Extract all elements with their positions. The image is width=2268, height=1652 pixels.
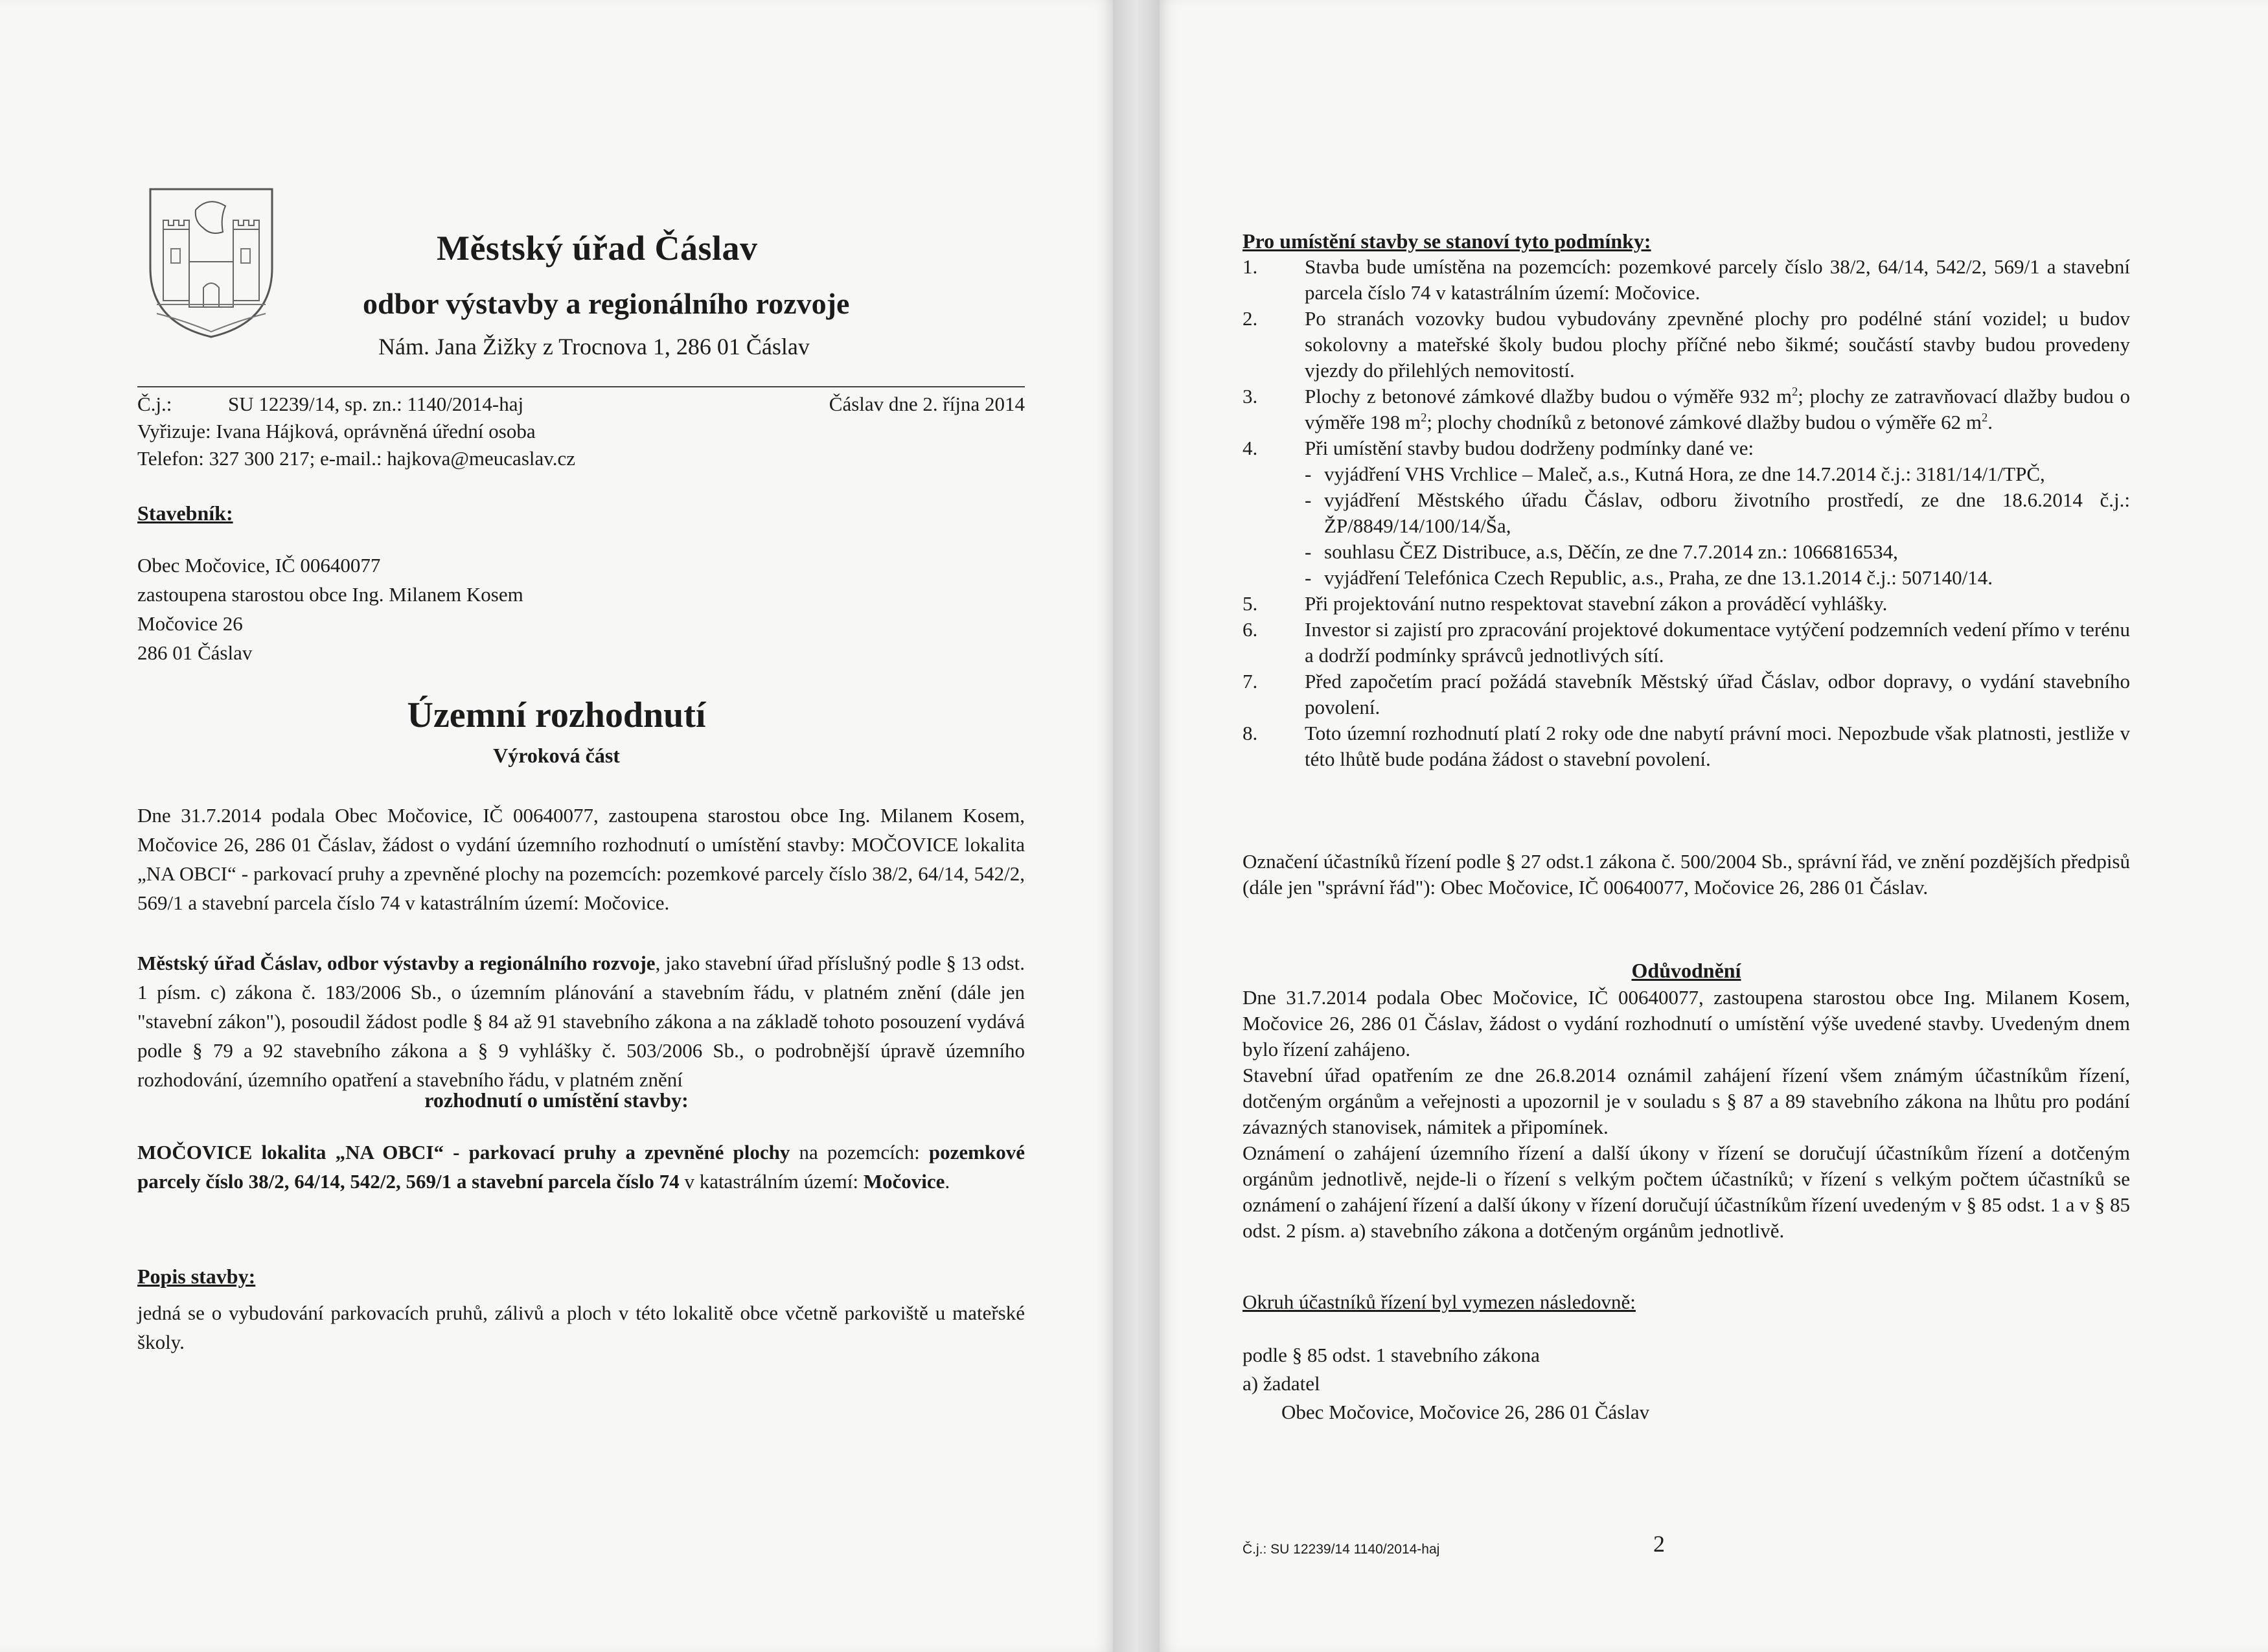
- handler-value: Ivana Hájková, oprávněná úřední osoba: [216, 420, 536, 442]
- condition-item: [1243, 384, 2130, 435]
- reasoning-heading-text: Odůvodnění: [1631, 959, 1741, 982]
- footer-reference: Č.j.: SU 12239/14 1140/2014-haj: [1243, 1542, 1440, 1557]
- builder-line: Obec Močovice, IČ 00640077: [137, 554, 381, 577]
- condition-subitem: [1243, 487, 2130, 539]
- phone-label: Telefon:: [137, 447, 204, 470]
- condition-number: 5.: [1243, 592, 1258, 615]
- builder-heading: Stavebník:: [137, 501, 233, 525]
- condition-number: 8.: [1243, 722, 1258, 744]
- builder-address: [137, 551, 523, 667]
- intro-paragraph: Dne 31.7.2014 podala Obec Močovice, IČ 00640077, zastoupena starostou obce Ing. Milanem Kosem, Močovice 26, 286 01 Čáslav, žádost o vydání územního rozhodnutí o umístění stavby: MOČOVICE lokalita „NA OBCI“ - parkovací pruhy a zpevněné plochy na pozemcích: pozemkové parcely číslo 38/2, 64/14, 542/2, 569/1 a stavební parcela číslo 74 v katastrálním území: Močovice.: [137, 804, 1025, 914]
- department-title: odbor výstavby a regionálního rozvoje: [363, 287, 850, 320]
- page-number: 2: [1653, 1531, 1665, 1557]
- condition-item: [1243, 617, 2130, 669]
- book-gutter: [1113, 0, 1160, 1652]
- description-heading: Popis stavby:: [137, 1265, 256, 1288]
- bullet-dash: -: [1305, 488, 1312, 511]
- handler-label: Vyřizuje:: [137, 420, 211, 442]
- bullet-dash: -: [1305, 540, 1312, 563]
- project-name: MOČOVICE lokalita „NA OBCI“ - parkovací pruhy a zpevněné plochy: [137, 1141, 790, 1164]
- reference-value: SU 12239/14, sp. zn.: 1140/2014-haj: [228, 393, 524, 415]
- condition-subitem: [1243, 539, 2130, 565]
- condition-subitem: [1243, 461, 2130, 487]
- condition-item: [1243, 591, 2130, 617]
- reasoning-paragraph: Dne 31.7.2014 podala Obec Močovice, IČ 00640077, zastoupena starostou obce Ing. Milanem Kosem, Močovice 26, 286 01 Čáslav, žádost o vydání rozhodnutí o umístění výše uvedené stavby. Uvedeným dnem bylo řízení zahájeno.: [1243, 986, 2130, 1061]
- decision-title: Územní rozhodnutí: [407, 695, 706, 735]
- issue-date: Čáslav dne 2. října 2014: [829, 393, 1025, 415]
- condition-text: ; plochy ze zatravňovací dlažby budou o výměře 198 m: [1305, 385, 2130, 433]
- condition-text: Plochy z betonové zámkové dlažby budou o výměře 932 m: [1305, 385, 1792, 407]
- town-coat-of-arms-icon: [144, 184, 279, 341]
- project-text: .: [945, 1170, 950, 1193]
- bullet-dash: -: [1305, 463, 1312, 485]
- condition-text: Při umístění stavby budou dodrženy podmínky dané ve:: [1305, 437, 1754, 459]
- bullet-dash: -: [1305, 566, 1312, 589]
- condition-text: Investor si zajistí pro zpracování projektové dokumentace vytýčení podzemních vedení přímo v terénu a dodrží podmínky správců jednotlivých sítí.: [1305, 618, 2130, 667]
- superscript: 2: [1791, 385, 1798, 399]
- condition-number: 1.: [1243, 255, 1258, 278]
- condition-item: [1243, 669, 2130, 720]
- condition-number: 6.: [1243, 618, 1258, 641]
- condition-number: 2.: [1243, 307, 1258, 330]
- description-text: jedná se o vybudování parkovacích pruhů, zálivů a ploch v této lokalitě obce včetně parkoviště u mateřské školy.: [137, 1302, 1025, 1353]
- conditions-section: [1243, 228, 2130, 772]
- condition-item: [1243, 254, 2130, 306]
- condition-number: 7.: [1243, 670, 1258, 693]
- condition-item: [1243, 306, 2130, 384]
- reference-label: Č.j.:: [137, 393, 172, 415]
- participants-circle-list: [1243, 1341, 2130, 1427]
- header-divider: [137, 386, 1025, 387]
- subitem-text: vyjádření Telefónica Czech Republic, a.s., Praha, ze dne 13.1.2014 č.j.: 507140/14.: [1324, 566, 1993, 589]
- project-text: na pozemcích:: [790, 1141, 929, 1164]
- condition-text: Po stranách vozovky budou vybudovány zpevněné plochy pro podélné stání vozidel; u budov sokolovny a mateřské školy budou plochy příčné nebo šikmé; součástí stavby budou provedeny vjezdy do přilehlých nemovitostí.: [1305, 307, 2130, 382]
- superscript: 2: [1981, 411, 1988, 425]
- condition-item: [1243, 435, 2130, 461]
- handler-line: [137, 420, 536, 443]
- participants-paragraph: Označení účastníků řízení podle § 27 odst.1 zákona č. 500/2004 Sb., správní řád, ve znění pozdějších předpisů (dále jen "správní řád"): Obec Močovice, IČ 00640077, Močovice 26, 286 01 Čáslav.: [1243, 850, 2130, 899]
- subitem-text: vyjádření VHS Vrchlice – Maleč, a.s., Kutná Hora, ze dne 14.7.2014 č.j.: 3181/14/1/TPČ,: [1324, 463, 2045, 485]
- reference-line: [137, 393, 523, 416]
- decision-subtitle: Výroková část: [493, 744, 620, 767]
- office-address: Nám. Jana Žižky z Trocnova 1, 286 01 Čáslav: [378, 334, 810, 360]
- condition-text: Při projektování nutno respektovat stavební zákon a prováděcí vyhlášky.: [1305, 592, 1888, 615]
- authority-paragraph: [137, 948, 1025, 1094]
- condition-text: ; plochy chodníků z betonové zámkové dlažby budou o výměře 62 m: [1426, 411, 1982, 433]
- condition-text: .: [1987, 411, 1993, 433]
- phone-line: [137, 447, 575, 470]
- reasoning-section: [1243, 985, 2130, 1244]
- condition-text: Stavba bude umístěna na pozemcích: pozemkové parcely číslo 38/2, 64/14, 542/2, 569/1 a stavební parcela číslo 74 v katastrálním území: Močovice.: [1305, 255, 2130, 304]
- reasoning-paragraph: Stavební úřad opatřením ze dne 26.8.2014 oznámil zahájení řízení všem známým účastníkům řízení, dotčeným orgánům a veřejnosti a upozornil je v souladu s § 87 a 89 stavebního zákona na lhůtu pro podání závazných stanovisek, námitek a připomínek.: [1243, 1064, 2130, 1138]
- reasoning-paragraph: Oznámení o zahájení územního řízení a další úkony v řízení se doručují účastníkům řízení a dotčeným orgánům jednotlivě, nejde-li o řízení s velkým počtem účastníků; v řízení s velkým počtem účastníků se oznámení o zahájení řízení a další úkony v řízení doručují účastníkům řízení uvedeným v § 85 odst. 1 a v § 85 odst. 2 písm. a) stavebního zákona a dotčeným orgánům jednotlivě.: [1243, 1141, 2130, 1242]
- circle-line: podle § 85 odst. 1 stavebního zákona: [1243, 1344, 1540, 1366]
- office-title: Městský úřad Čáslav: [437, 229, 758, 268]
- project-text: v katastrálním území:: [679, 1170, 864, 1193]
- project-cadastre: Močovice: [863, 1170, 945, 1193]
- decides-heading: rozhodnutí o umístění stavby:: [424, 1088, 689, 1112]
- conditions-heading: Pro umístění stavby se stanoví tyto podmínky:: [1243, 229, 1651, 253]
- project-parcels: pozemkové parcely číslo 38/2, 64/14, 542/2, 569/1 a stavební parcela číslo 74: [137, 1141, 1025, 1193]
- builder-line: 286 01 Čáslav: [137, 641, 253, 664]
- reasoning-heading: [1243, 959, 2130, 983]
- participants-circle-heading: Okruh účastníků řízení byl vymezen následovně:: [1243, 1291, 1636, 1313]
- left-page: [0, 0, 1113, 1652]
- condition-subitem: [1243, 565, 2130, 591]
- condition-text: Před započetím prací požádá stavebník Městský úřad Čáslav, odbor dopravy, o vydání stavebního povolení.: [1305, 670, 2130, 718]
- authority-text: , jako stavební úřad příslušný podle § 13 odst. 1 písm. c) zákona č. 183/2006 Sb., o územním plánování a stavebním řádu, v platném znění (dále jen "stavební zákon"), posoudil žádost podle § 84 až 91 stavebního zákona a na základě tohoto posouzení vydává podle § 79 a 92 stavebního zákona a § 9 vyhlášky č. 503/2006 Sb., o podrobnější úpravě územního rozhodování, územního opatření a stavebního řádu, v platném znění: [137, 952, 1025, 1091]
- circle-line: a) žadatel: [1243, 1372, 1320, 1395]
- subitem-text: souhlasu ČEZ Distribuce, a.s, Děčín, ze dne 7.7.2014 zn.: 1066816534,: [1324, 540, 1898, 563]
- condition-number: 4.: [1243, 437, 1258, 459]
- project-paragraph: [137, 1138, 1025, 1196]
- subitem-text: vyjádření Městského úřadu Čáslav, odboru životního prostředí, ze dne 18.6.2014 č.j.: ŽP/8849/14/100/14/Ša,: [1324, 488, 2130, 537]
- condition-number: 3.: [1243, 385, 1258, 407]
- superscript: 2: [1421, 411, 1427, 425]
- phone-value: 327 300 217; e-mail.: hajkova@meucaslav.cz: [209, 447, 576, 470]
- builder-line: Močovice 26: [137, 612, 243, 635]
- builder-line: zastoupena starostou obce Ing. Milanem Kosem: [137, 583, 523, 606]
- condition-item: [1243, 720, 2130, 772]
- circle-line: Obec Močovice, Močovice 26, 286 01 Čáslav: [1281, 1401, 1650, 1423]
- authority-name: Městský úřad Čáslav, odbor výstavby a regionálního rozvoje: [137, 952, 656, 974]
- condition-text: Toto územní rozhodnutí platí 2 roky ode dne nabytí právní moci. Nepozbude však platnosti, jestliže v této lhůtě bude podána žádost o stavební povolení.: [1305, 722, 2130, 770]
